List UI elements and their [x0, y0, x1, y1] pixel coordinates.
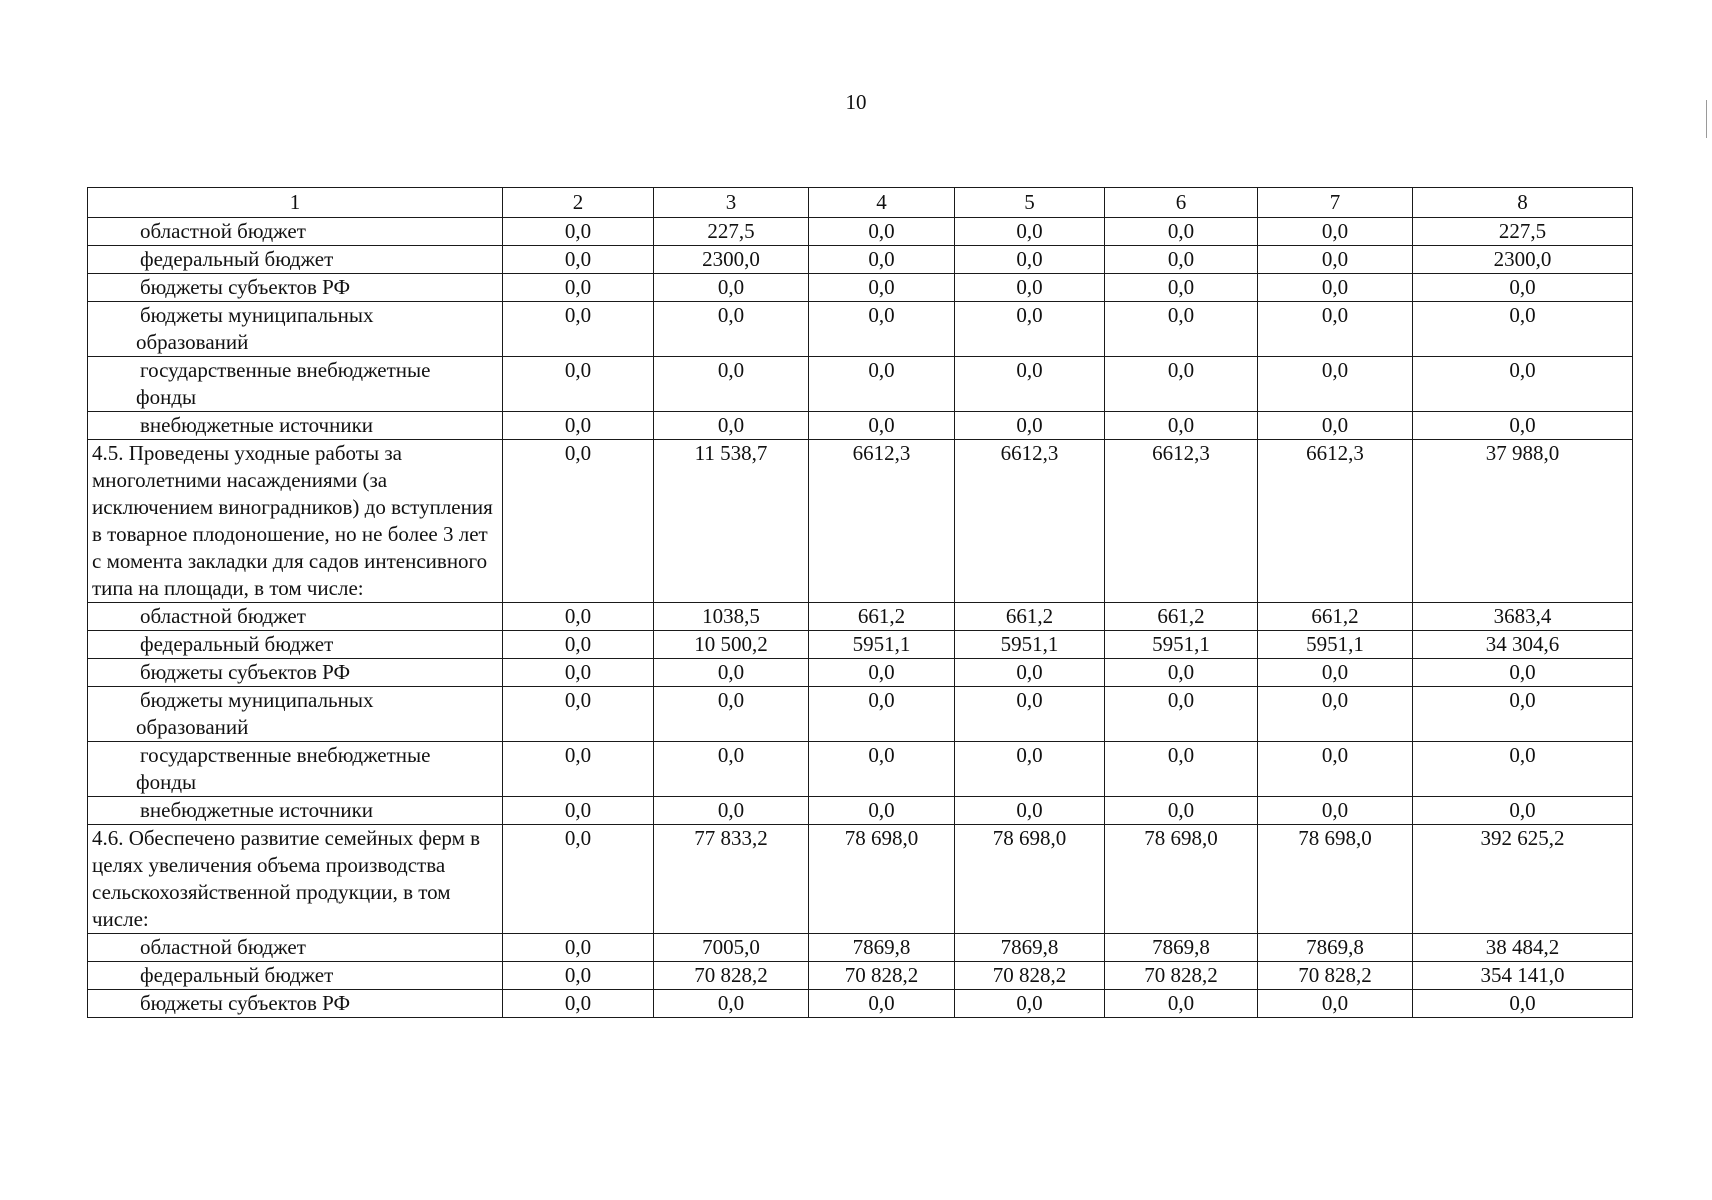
value-cell: 70 828,2	[654, 962, 809, 990]
value-cell: 0,0	[1413, 742, 1633, 797]
value-cell: 0,0	[503, 274, 654, 302]
row-label: бюджеты субъектов РФ	[140, 660, 351, 684]
table-row	[88, 357, 1633, 412]
row-label: федеральный бюджет	[140, 963, 334, 987]
row-label-cell	[88, 603, 503, 631]
table-row	[88, 603, 1633, 631]
value-cell: 0,0	[1258, 246, 1413, 274]
value-cell: 0,0	[1413, 357, 1633, 412]
value-cell: 2300,0	[1413, 246, 1633, 274]
value-cell: 7005,0	[654, 934, 809, 962]
column-header: 1	[88, 188, 503, 218]
table-row	[88, 934, 1633, 962]
value-cell: 0,0	[955, 742, 1105, 797]
row-label: бюджеты субъектов РФ	[140, 991, 351, 1015]
value-cell: 0,0	[503, 990, 654, 1018]
row-label-cell	[88, 659, 503, 687]
table-row	[88, 962, 1633, 990]
row-label-cell	[88, 742, 503, 797]
value-cell: 0,0	[1105, 218, 1258, 246]
row-label: бюджеты субъектов РФ	[140, 275, 351, 299]
row-label-cell	[88, 412, 503, 440]
row-label-cell	[88, 797, 503, 825]
value-cell: 78 698,0	[1258, 825, 1413, 934]
row-label-cell	[88, 246, 503, 274]
value-cell: 0,0	[503, 742, 654, 797]
value-cell: 0,0	[809, 742, 955, 797]
value-cell: 7869,8	[1258, 934, 1413, 962]
section-label-cell	[88, 440, 503, 603]
value-cell: 70 828,2	[809, 962, 955, 990]
value-cell: 0,0	[809, 246, 955, 274]
budget-table	[87, 187, 1633, 1018]
value-cell: 0,0	[955, 797, 1105, 825]
value-cell: 0,0	[1413, 274, 1633, 302]
column-header: 4	[809, 188, 955, 218]
value-cell: 0,0	[809, 797, 955, 825]
row-label: федеральный бюджет	[140, 632, 334, 656]
table-row	[88, 246, 1633, 274]
column-header: 5	[955, 188, 1105, 218]
table-row	[88, 990, 1633, 1018]
value-cell: 0,0	[1105, 412, 1258, 440]
row-label-continuation: образований	[136, 715, 249, 739]
row-label: бюджеты муниципальных	[140, 303, 374, 327]
value-cell: 0,0	[1105, 357, 1258, 412]
value-cell: 0,0	[809, 302, 955, 357]
row-label: бюджеты муниципальных	[140, 688, 374, 712]
value-cell: 6612,3	[955, 440, 1105, 603]
value-cell: 5951,1	[809, 631, 955, 659]
row-label-continuation: фонды	[136, 385, 197, 409]
value-cell: 37 988,0	[1413, 440, 1633, 603]
value-cell: 0,0	[1258, 412, 1413, 440]
column-header: 6	[1105, 188, 1258, 218]
value-cell: 0,0	[809, 218, 955, 246]
value-cell: 0,0	[1258, 302, 1413, 357]
value-cell: 0,0	[654, 687, 809, 742]
table-row	[88, 687, 1633, 742]
value-cell: 38 484,2	[1413, 934, 1633, 962]
value-cell: 0,0	[503, 797, 654, 825]
value-cell: 11 538,7	[654, 440, 809, 603]
page-number: 10	[845, 90, 867, 114]
row-label: государственные внебюджетные	[140, 743, 431, 767]
value-cell: 7869,8	[809, 934, 955, 962]
value-cell: 70 828,2	[1105, 962, 1258, 990]
value-cell: 77 833,2	[654, 825, 809, 934]
row-label: 4.6. Обеспечено развитие семейных ферм в целях увеличения объема производства сельскохозяйственной продукции, в том числе:	[92, 826, 481, 931]
value-cell: 0,0	[955, 357, 1105, 412]
value-cell: 0,0	[809, 357, 955, 412]
value-cell: 661,2	[809, 603, 955, 631]
row-label-continuation: образований	[136, 330, 249, 354]
value-cell: 0,0	[1413, 412, 1633, 440]
value-cell: 70 828,2	[1258, 962, 1413, 990]
value-cell: 0,0	[1105, 687, 1258, 742]
value-cell: 0,0	[955, 687, 1105, 742]
value-cell: 0,0	[1258, 218, 1413, 246]
value-cell: 0,0	[1105, 302, 1258, 357]
value-cell: 0,0	[809, 990, 955, 1018]
table-row	[88, 797, 1633, 825]
value-cell: 0,0	[809, 659, 955, 687]
value-cell: 0,0	[955, 274, 1105, 302]
value-cell: 0,0	[1258, 274, 1413, 302]
row-label: государственные внебюджетные	[140, 358, 431, 382]
value-cell: 0,0	[654, 274, 809, 302]
value-cell: 0,0	[1413, 659, 1633, 687]
table-row	[88, 742, 1633, 797]
value-cell: 0,0	[654, 302, 809, 357]
value-cell: 227,5	[1413, 218, 1633, 246]
value-cell: 0,0	[503, 962, 654, 990]
value-cell: 0,0	[955, 302, 1105, 357]
column-header: 8	[1413, 188, 1633, 218]
value-cell: 78 698,0	[809, 825, 955, 934]
row-label: федеральный бюджет	[140, 247, 334, 271]
value-cell: 0,0	[503, 825, 654, 934]
value-cell: 0,0	[1413, 687, 1633, 742]
value-cell: 0,0	[503, 934, 654, 962]
table-section-row	[88, 825, 1633, 934]
value-cell: 5951,1	[1105, 631, 1258, 659]
value-cell: 2300,0	[654, 246, 809, 274]
value-cell: 661,2	[1105, 603, 1258, 631]
value-cell: 661,2	[1258, 603, 1413, 631]
value-cell: 0,0	[1413, 990, 1633, 1018]
value-cell: 0,0	[654, 797, 809, 825]
value-cell: 0,0	[1105, 246, 1258, 274]
value-cell: 70 828,2	[955, 962, 1105, 990]
value-cell: 6612,3	[1105, 440, 1258, 603]
value-cell: 0,0	[503, 687, 654, 742]
value-cell: 227,5	[654, 218, 809, 246]
section-label-cell	[88, 825, 503, 934]
row-label-cell	[88, 218, 503, 246]
value-cell: 0,0	[955, 990, 1105, 1018]
table-row	[88, 412, 1633, 440]
row-label: внебюджетные источники	[140, 413, 374, 437]
value-cell: 0,0	[1105, 742, 1258, 797]
value-cell: 0,0	[503, 357, 654, 412]
value-cell: 0,0	[1413, 302, 1633, 357]
value-cell: 0,0	[955, 218, 1105, 246]
row-label-cell	[88, 962, 503, 990]
value-cell: 0,0	[1258, 357, 1413, 412]
value-cell: 5951,1	[1258, 631, 1413, 659]
row-label-cell	[88, 357, 503, 412]
value-cell: 6612,3	[809, 440, 955, 603]
value-cell: 78 698,0	[955, 825, 1105, 934]
value-cell: 392 625,2	[1413, 825, 1633, 934]
row-label: внебюджетные источники	[140, 798, 374, 822]
value-cell: 0,0	[809, 687, 955, 742]
value-cell: 0,0	[503, 218, 654, 246]
value-cell: 0,0	[1105, 659, 1258, 687]
value-cell: 0,0	[503, 603, 654, 631]
table-row	[88, 631, 1633, 659]
row-label-cell	[88, 934, 503, 962]
value-cell: 34 304,6	[1413, 631, 1633, 659]
value-cell: 0,0	[1258, 687, 1413, 742]
row-label: областной бюджет	[140, 935, 306, 959]
value-cell: 5951,1	[955, 631, 1105, 659]
value-cell: 0,0	[1258, 659, 1413, 687]
value-cell: 0,0	[1105, 274, 1258, 302]
value-cell: 6612,3	[1258, 440, 1413, 603]
value-cell: 0,0	[1105, 797, 1258, 825]
row-label-cell	[88, 990, 503, 1018]
value-cell: 0,0	[503, 246, 654, 274]
value-cell: 661,2	[955, 603, 1105, 631]
value-cell: 0,0	[1413, 797, 1633, 825]
row-label-cell	[88, 687, 503, 742]
value-cell: 0,0	[955, 412, 1105, 440]
value-cell: 0,0	[654, 357, 809, 412]
value-cell: 78 698,0	[1105, 825, 1258, 934]
row-label: 4.5. Проведены уходные работы за многолетними насаждениями (за исключением виноградников) до вступления в товарное плодоношение, но не более 3 лет с момента закладки для садов интенсивного типа на площади, в том числе:	[92, 441, 493, 600]
column-header: 7	[1258, 188, 1413, 218]
table-row	[88, 659, 1633, 687]
value-cell: 10 500,2	[654, 631, 809, 659]
table-header-row	[88, 188, 1633, 218]
value-cell: 0,0	[1258, 990, 1413, 1018]
table-row	[88, 302, 1633, 357]
value-cell: 0,0	[1258, 797, 1413, 825]
value-cell: 0,0	[503, 440, 654, 603]
row-label: областной бюджет	[140, 219, 306, 243]
value-cell: 0,0	[809, 274, 955, 302]
scan-mark	[1706, 100, 1707, 138]
row-label-cell	[88, 302, 503, 357]
value-cell: 0,0	[1258, 742, 1413, 797]
table-section-row	[88, 440, 1633, 603]
table-row	[88, 274, 1633, 302]
row-label-cell	[88, 631, 503, 659]
value-cell: 0,0	[654, 659, 809, 687]
value-cell: 0,0	[654, 742, 809, 797]
row-label: областной бюджет	[140, 604, 306, 628]
value-cell: 0,0	[654, 412, 809, 440]
value-cell: 7869,8	[955, 934, 1105, 962]
value-cell: 7869,8	[1105, 934, 1258, 962]
value-cell: 1038,5	[654, 603, 809, 631]
value-cell: 0,0	[955, 246, 1105, 274]
value-cell: 354 141,0	[1413, 962, 1633, 990]
row-label-continuation: фонды	[136, 770, 197, 794]
value-cell: 0,0	[654, 990, 809, 1018]
value-cell: 0,0	[503, 302, 654, 357]
value-cell: 0,0	[955, 659, 1105, 687]
column-header: 2	[503, 188, 654, 218]
row-label-cell	[88, 274, 503, 302]
table-row	[88, 218, 1633, 246]
value-cell: 0,0	[1105, 990, 1258, 1018]
value-cell: 3683,4	[1413, 603, 1633, 631]
value-cell: 0,0	[809, 412, 955, 440]
column-header: 3	[654, 188, 809, 218]
value-cell: 0,0	[503, 659, 654, 687]
value-cell: 0,0	[503, 412, 654, 440]
value-cell: 0,0	[503, 631, 654, 659]
